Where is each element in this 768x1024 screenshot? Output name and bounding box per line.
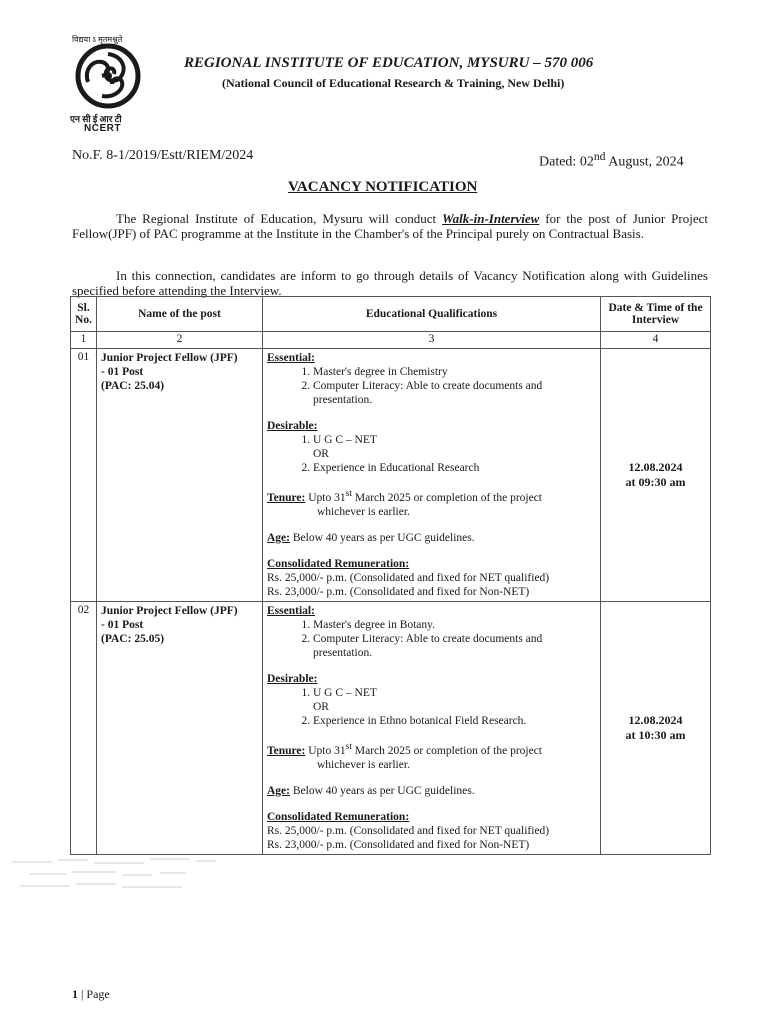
header-sl: Sl. No. — [71, 297, 97, 332]
institute-subtitle: (National Council of Educational Research & Training, New Delhi) — [222, 76, 565, 90]
or-text: OR — [313, 448, 329, 460]
scan-smudge — [10, 852, 220, 892]
dated-sup: nd — [593, 150, 606, 163]
page-footer — [72, 987, 110, 1002]
remuneration-nonnet: Rs. 23,000/- p.m. (Consolidated and fixed for Non-NET) — [267, 838, 530, 851]
tenure-pre: Upto 31 — [305, 744, 346, 757]
institute-name: REGIONAL INSTITUTE OF EDUCATION, MYSURU – 570 006 — [184, 55, 594, 71]
desirable-list-1 — [267, 686, 596, 700]
remuneration-label: Consolidated Remuneration: — [267, 810, 410, 823]
age-label: Age: — [267, 531, 290, 544]
post-pac: (PAC: 25.05) — [101, 632, 165, 645]
age-text: Below 40 years as per UGC guidelines. — [290, 784, 475, 797]
logo-ncert-text: NCERT — [84, 123, 121, 134]
intro-paragraph — [72, 211, 708, 241]
list-item: 1. Master's degree in Botany. — [313, 618, 596, 632]
column-number-row — [71, 332, 711, 349]
logo-motto: विद्यया ऽ मृतमश्नुते — [72, 35, 123, 44]
row-qualifications — [263, 349, 601, 602]
list-item: 2. Computer Literacy: Able to create documents and presentation. — [313, 632, 596, 660]
essential-list — [267, 618, 596, 660]
tenure-label: Tenure: — [267, 744, 306, 757]
walk-in-interview: Walk-in-Interview — [442, 211, 540, 226]
tenure-sup: st — [345, 740, 352, 752]
col-num: 3 — [263, 332, 601, 349]
dated-prefix: Dated: 02 — [539, 154, 594, 170]
header-post: Name of the post — [97, 297, 263, 332]
list-item: 1. Master's degree in Chemistry — [313, 365, 596, 379]
dated-line — [539, 150, 684, 171]
tenure-sup: st — [345, 488, 352, 499]
list-item: 2. Computer Literacy: Able to create documents and presentation. — [313, 379, 596, 407]
interview-time: at 09:30 am — [625, 474, 686, 489]
ncert-logo — [62, 32, 162, 140]
tenure-cont: whichever is earlier. — [317, 505, 410, 518]
age-line — [267, 784, 596, 798]
remuneration-nonnet: Rs. 23,000/- p.m. (Consolidated and fixed for Non-NET) — [267, 585, 530, 598]
remuneration-net: Rs. 25,000/- p.m. (Consolidated and fixed for NET qualified) — [267, 571, 550, 584]
post-pac: (PAC: 25.04) — [101, 380, 165, 392]
table-header-row — [71, 297, 711, 332]
tenure-cont: whichever is earlier. — [317, 758, 410, 771]
page-number: 1 — [72, 987, 78, 1001]
or-text: OR — [313, 700, 329, 713]
header-qualifications: Educational Qualifications — [263, 297, 601, 332]
intro-text-2: for the post of Junior Project Fellow(JPF) of PAC programme at the Institute in the Chamber's of the Principal purely on Contractual Basis. — [72, 211, 708, 241]
page-label: | Page — [78, 987, 110, 1001]
row-sl: 02 — [71, 601, 97, 854]
tenure-line — [267, 487, 596, 505]
remuneration-label: Consolidated Remuneration: — [267, 557, 410, 570]
row-post — [97, 601, 263, 854]
essential-label: Essential: — [267, 352, 315, 364]
interview-date: 12.08.2024 — [628, 459, 683, 474]
interview-time: at 10:30 am — [625, 727, 686, 742]
table-row — [71, 349, 711, 602]
list-item: 2. Experience in Ethno botanical Field Research. — [313, 714, 596, 728]
age-label: Age: — [267, 784, 290, 797]
vacancy-table — [70, 296, 711, 855]
row-qualifications — [263, 601, 601, 854]
guidelines-paragraph — [72, 268, 708, 298]
post-name: Junior Project Fellow (JPF) — [101, 352, 238, 364]
reference-number: No.F. 8-1/2019/Estt/RIEM/2024 — [72, 148, 254, 163]
col-num: 4 — [601, 332, 711, 349]
header-date-time: Date & Time of the Interview — [601, 297, 711, 332]
desirable-list-2 — [267, 461, 596, 475]
row-date-time — [601, 601, 711, 854]
guidelines-text: In this connection, candidates are inform to go through details of Vacancy Notification along with Guidelines specified before attending the Interview. — [72, 268, 708, 298]
desirable-label: Desirable: — [267, 672, 318, 685]
age-line — [267, 531, 596, 545]
row-date-time — [601, 349, 711, 602]
list-item: 2. Experience in Educational Research — [313, 461, 596, 475]
row-sl: 01 — [71, 349, 97, 602]
desirable-label: Desirable: — [267, 420, 318, 432]
intro-text-1: The Regional Institute of Education, Mysuru will conduct — [116, 211, 443, 226]
col-num: 1 — [71, 332, 97, 349]
col-num: 2 — [97, 332, 263, 349]
essential-list — [267, 365, 596, 407]
tenure-post: March 2025 or completion of the project — [351, 491, 542, 504]
tenure-pre: Upto 31 — [305, 491, 346, 504]
dated-suffix: August, 2024 — [605, 154, 684, 170]
document-title: VACANCY NOTIFICATION — [288, 179, 478, 195]
age-text: Below 40 years as per UGC guidelines. — [290, 531, 475, 544]
desirable-list-1 — [267, 433, 596, 447]
logo-hindi-name: एन सी ई आर टी — [70, 114, 122, 124]
table-row — [71, 601, 711, 854]
tenure-post: March 2025 or completion of the project — [351, 744, 542, 757]
remuneration-net: Rs. 25,000/- p.m. (Consolidated and fixed for NET qualified) — [267, 824, 550, 837]
list-item: 1. U G C – NET — [313, 686, 596, 700]
post-count: - 01 Post — [101, 618, 144, 631]
essential-label: Essential: — [267, 604, 315, 617]
desirable-list-2 — [267, 714, 596, 728]
post-count: - 01 Post — [101, 366, 144, 378]
tenure-label: Tenure: — [267, 491, 306, 504]
post-name: Junior Project Fellow (JPF) — [101, 604, 238, 617]
row-post — [97, 349, 263, 602]
list-item: 1. U G C – NET — [313, 433, 596, 447]
interview-date: 12.08.2024 — [628, 712, 683, 727]
tenure-line — [267, 740, 596, 758]
